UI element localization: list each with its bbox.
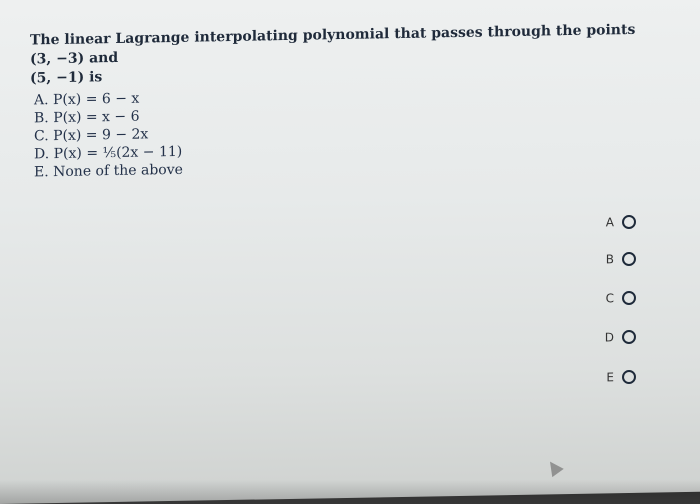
option-d-text: D. P(x) = ⅕(2x − 11) [34, 143, 183, 163]
choice-d-letter: D [604, 330, 614, 345]
option-e-text: E. None of the above [34, 161, 183, 181]
choice-b-radio[interactable] [622, 252, 636, 266]
mouse-cursor-icon [544, 458, 563, 478]
choice-c-radio[interactable] [622, 291, 636, 305]
screen-bottom-edge [0, 480, 700, 504]
option-b-text: B. P(x) = x − 6 [34, 108, 140, 127]
choice-b-letter: B [605, 252, 614, 267]
option-c-text: C. P(x) = 9 − 2x [34, 126, 149, 145]
choice-b-row[interactable] [602, 252, 636, 267]
question-line-1: The linear Lagrange interpolating polynomial that passes through the points (3, −3) and [30, 21, 636, 68]
choice-e-row[interactable] [602, 370, 636, 385]
option-a-text: A. P(x) = 6 − x [34, 90, 140, 109]
choice-a-row[interactable] [602, 215, 636, 230]
choice-e-letter: E [606, 370, 614, 385]
choice-a-radio[interactable] [622, 215, 636, 229]
choice-c-letter: C [605, 291, 614, 306]
answer-options-list [34, 89, 183, 182]
choice-e-radio[interactable] [622, 370, 636, 384]
question-text [30, 21, 650, 89]
choice-d-row[interactable] [602, 330, 636, 345]
choice-d-radio[interactable] [622, 330, 636, 344]
choice-c-row[interactable] [602, 291, 636, 306]
question-line-2: (5, −1) is [30, 69, 103, 87]
choice-a-letter: A [605, 215, 614, 230]
